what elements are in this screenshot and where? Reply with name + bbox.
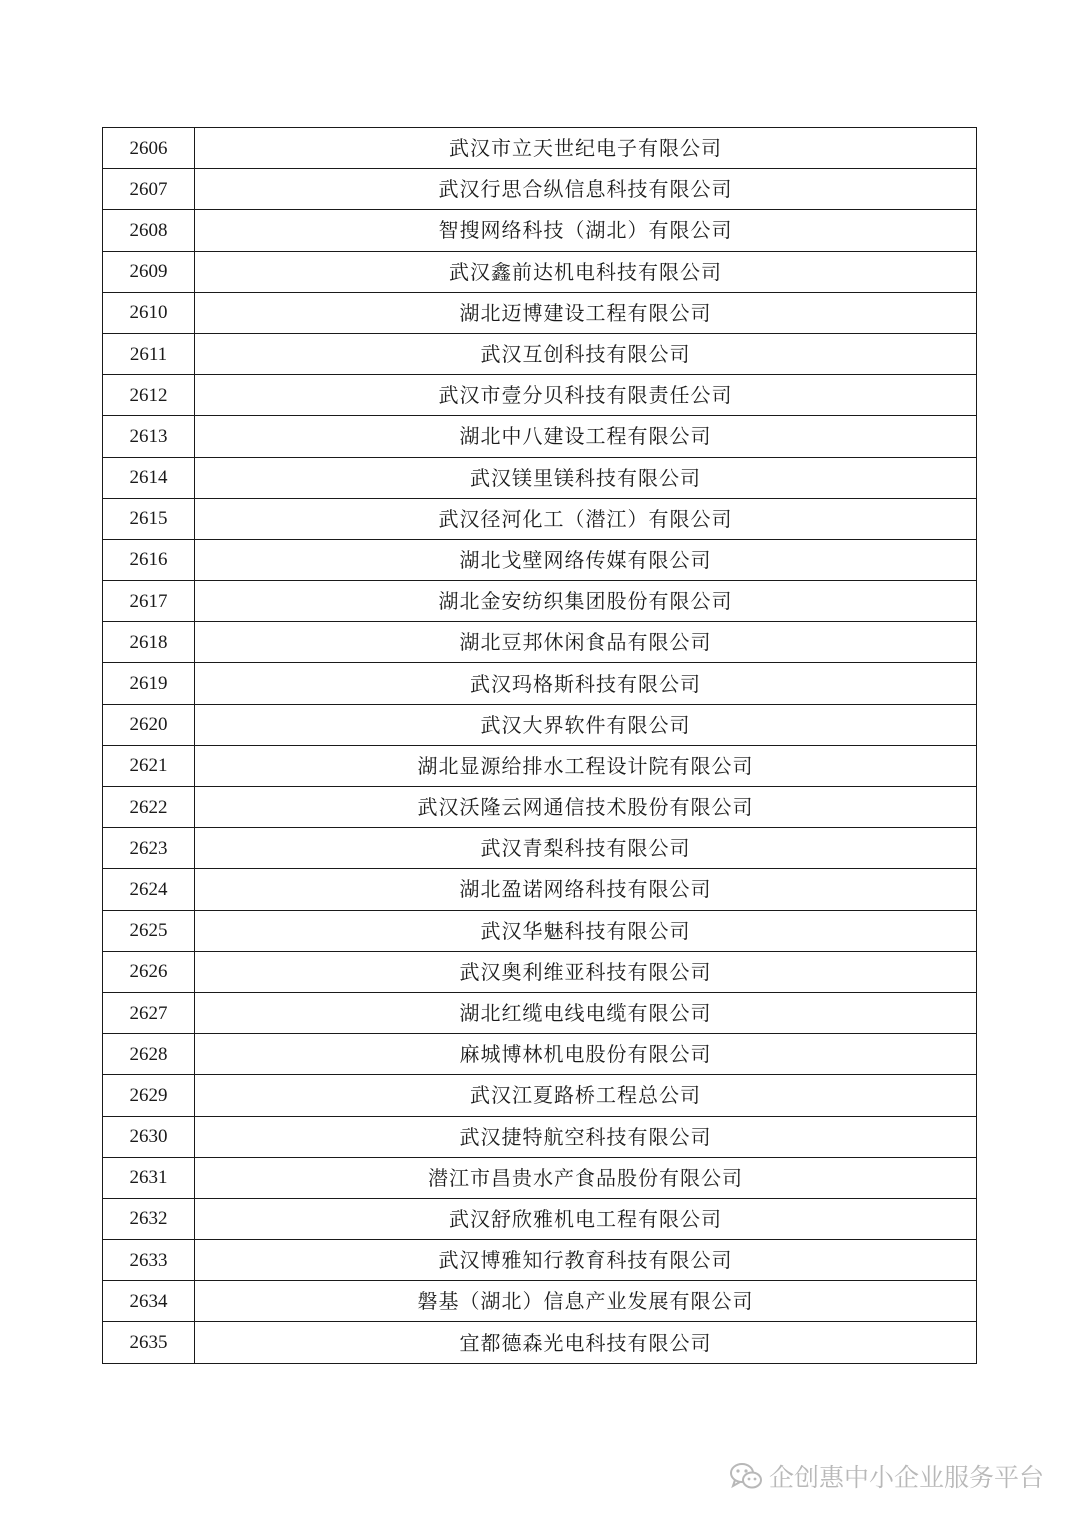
company-name: 武汉江夏路桥工程总公司 [195,1075,977,1116]
row-number: 2631 [103,1157,195,1198]
watermark-text: 企创惠中小企业服务平台 [768,1463,1044,1492]
table-row [103,581,977,622]
row-number: 2613 [103,416,195,457]
table-row [103,745,977,786]
company-name: 武汉舒欣雅机电工程有限公司 [195,1198,977,1239]
company-name: 智搜网络科技（湖北）有限公司 [195,210,977,251]
table-row [103,292,977,333]
row-number: 2611 [103,333,195,374]
company-name: 湖北红缆电线电缆有限公司 [195,992,977,1033]
table-row [103,498,977,539]
table-row [103,457,977,498]
table-row [103,869,977,910]
row-number: 2618 [103,622,195,663]
table-row [103,1240,977,1281]
row-number: 2619 [103,663,195,704]
company-name: 湖北中八建设工程有限公司 [195,416,977,457]
company-name: 磐基（湖北）信息产业发展有限公司 [195,1281,977,1322]
row-number: 2632 [103,1198,195,1239]
company-name: 武汉镁里镁科技有限公司 [195,457,977,498]
company-name: 湖北金安纺织集团股份有限公司 [195,581,977,622]
table-row [103,622,977,663]
table-row [103,787,977,828]
watermark [729,1458,1044,1494]
company-name: 湖北盈诺网络科技有限公司 [195,869,977,910]
row-number: 2630 [103,1116,195,1157]
table-row [103,251,977,292]
table-row [103,1075,977,1116]
company-name: 湖北迈博建设工程有限公司 [195,292,977,333]
row-number: 2635 [103,1322,195,1363]
company-name: 武汉奥利维亚科技有限公司 [195,951,977,992]
table-row [103,951,977,992]
company-name: 武汉大界软件有限公司 [195,704,977,745]
row-number: 2623 [103,828,195,869]
row-number: 2612 [103,375,195,416]
company-name: 武汉华魅科技有限公司 [195,910,977,951]
table-row [103,1281,977,1322]
table-row [103,1034,977,1075]
company-name: 武汉博雅知行教育科技有限公司 [195,1240,977,1281]
table-row [103,1157,977,1198]
company-name: 武汉径河化工（潜江）有限公司 [195,498,977,539]
company-name: 潜江市昌贵水产食品股份有限公司 [195,1157,977,1198]
row-number: 2615 [103,498,195,539]
company-list-body [103,128,977,1364]
table-row [103,210,977,251]
row-number: 2625 [103,910,195,951]
company-name: 湖北显源给排水工程设计院有限公司 [195,745,977,786]
company-list-table [102,127,977,1364]
table-row [103,1322,977,1363]
row-number: 2622 [103,787,195,828]
table-row [103,1116,977,1157]
row-number: 2626 [103,951,195,992]
company-name: 武汉鑫前达机电科技有限公司 [195,251,977,292]
company-name: 武汉玛格斯科技有限公司 [195,663,977,704]
table-row [103,992,977,1033]
row-number: 2617 [103,581,195,622]
row-number: 2616 [103,539,195,580]
row-number: 2606 [103,128,195,169]
company-name: 麻城博林机电股份有限公司 [195,1034,977,1075]
row-number: 2621 [103,745,195,786]
table-row [103,1198,977,1239]
row-number: 2620 [103,704,195,745]
table-row [103,333,977,374]
row-number: 2607 [103,169,195,210]
table-row [103,169,977,210]
company-name: 武汉捷特航空科技有限公司 [195,1116,977,1157]
company-name: 湖北戈壁网络传媒有限公司 [195,539,977,580]
row-number: 2609 [103,251,195,292]
company-name: 武汉互创科技有限公司 [195,333,977,374]
company-name: 武汉青梨科技有限公司 [195,828,977,869]
row-number: 2610 [103,292,195,333]
wechat-icon [729,1461,763,1491]
row-number: 2614 [103,457,195,498]
table-row [103,128,977,169]
company-name: 武汉沃隆云网通信技术股份有限公司 [195,787,977,828]
row-number: 2624 [103,869,195,910]
table-row [103,539,977,580]
table-row [103,704,977,745]
table-row [103,828,977,869]
company-name: 武汉市立天世纪电子有限公司 [195,128,977,169]
row-number: 2627 [103,992,195,1033]
company-name: 湖北豆邦休闲食品有限公司 [195,622,977,663]
company-name: 武汉市壹分贝科技有限责任公司 [195,375,977,416]
table-row [103,375,977,416]
row-number: 2634 [103,1281,195,1322]
table-row [103,663,977,704]
row-number: 2633 [103,1240,195,1281]
company-name: 宜都德森光电科技有限公司 [195,1322,977,1363]
company-name: 武汉行思合纵信息科技有限公司 [195,169,977,210]
table-row [103,910,977,951]
table-row [103,416,977,457]
row-number: 2608 [103,210,195,251]
row-number: 2629 [103,1075,195,1116]
row-number: 2628 [103,1034,195,1075]
